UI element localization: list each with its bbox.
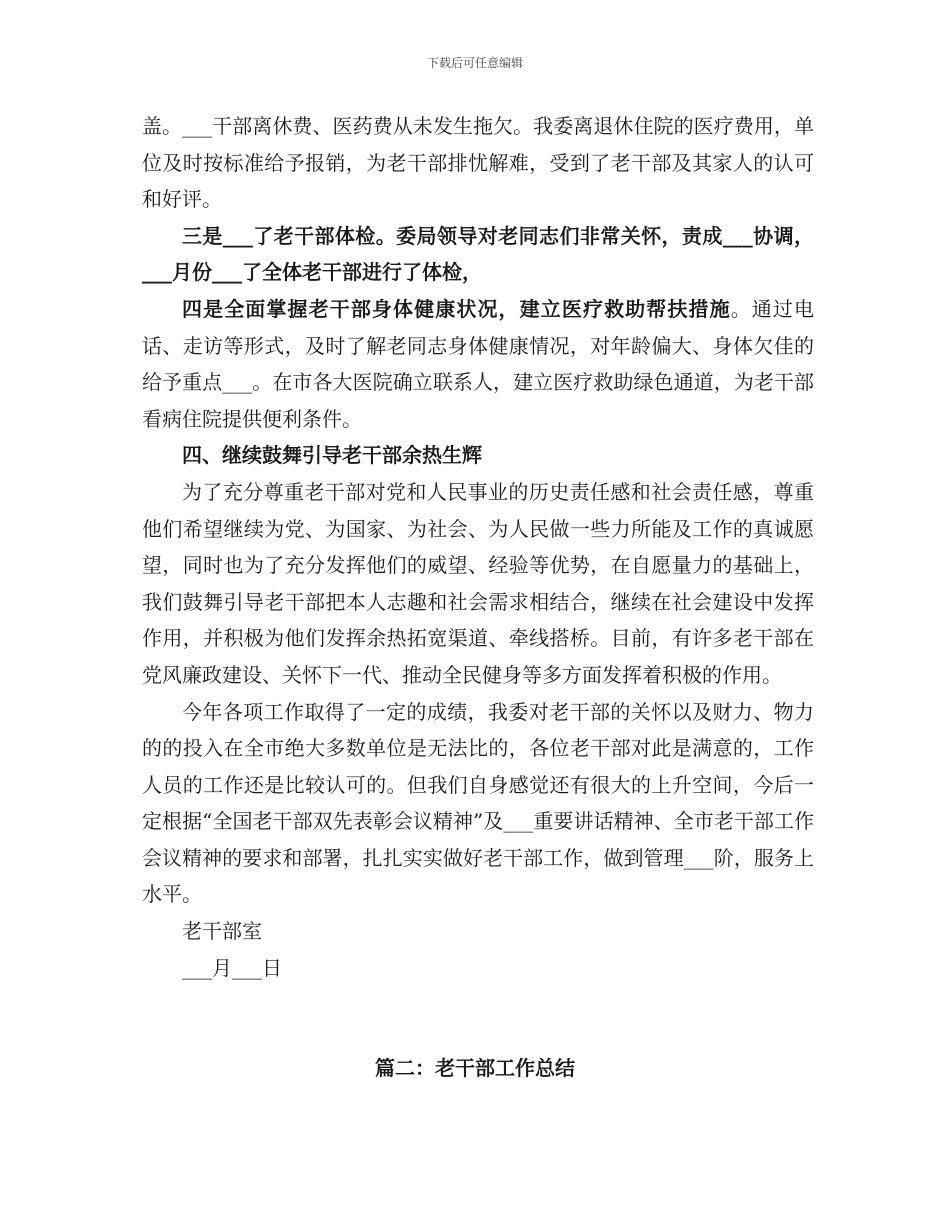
paragraph-3-text: 。通过电话、走访等形式，及时了解老同志身体健康情况，对年龄偏大、身体欠佳的给予重点___。在市各大医院确立联系人，建立医疗救助绿色通道，为老干部看病住院提供便利条件。	[142, 296, 815, 431]
paragraph-3	[142, 291, 814, 437]
paragraph-6: 今年各项工作取得了一定的成绩，我委对老干部的关怀以及财力、物力的的投入在全市绝大多数单位是无法比的，各位老干部对此是满意的，工作人员的工作还是比较认可的。但我们自身感觉还有很大的上升空间，今后一定根据“全国老干部双先表彰会议精神”及___重要讲话精神、全市老干部工作会议精神的要求和部署，扎扎实实做好老干部工作，做到管理___阶，服务上水平。	[142, 699, 814, 907]
document-body	[142, 108, 814, 986]
section-title: 篇二：老干部工作总结	[375, 1056, 575, 1080]
page-header: 下载后可任意编辑	[426, 56, 523, 70]
date-line: ___月___日	[182, 955, 282, 980]
paragraph-5: 为了充分尊重老干部对党和人民事业的历史责任感和社会责任感，尊重他们希望继续为党、为国家、为社会、为人民做一些力所能及工作的真诚愿望，同时也为了充分发挥他们的威望、经验等优势，在自愿量力的基础上，我们鼓舞引导老干部把本人志趣和社会需求相结合，继续在社会建设中发挥作用，并积极为他们发挥余热拓宽渠道、牵线搭桥。目前，有许多老干部在党风廉政建设、关怀下一代、推动全民健身等多方面发挥着积极的作用。	[142, 479, 814, 687]
paragraph-1: 盖。___干部离休费、医药费从未发生拖欠。我委离退休住院的医疗费用，单位及时按标准给予报销，为老干部排忧解难，受到了老干部及其家人的认可和好评。	[142, 114, 814, 212]
paragraph-3-heading: 四是全面掌握老干部身体健康状况，建立医疗救助帮扶措施	[182, 296, 731, 321]
paragraph-2: 三是___了老干部体检。委局领导对老同志们非常关怀，责成___协调，___月份___了全体老干部进行了体检，	[142, 223, 814, 285]
signature: 老干部室	[182, 919, 262, 944]
section-heading-4: 四、继续鼓舞引导老干部余热生辉	[182, 443, 482, 468]
